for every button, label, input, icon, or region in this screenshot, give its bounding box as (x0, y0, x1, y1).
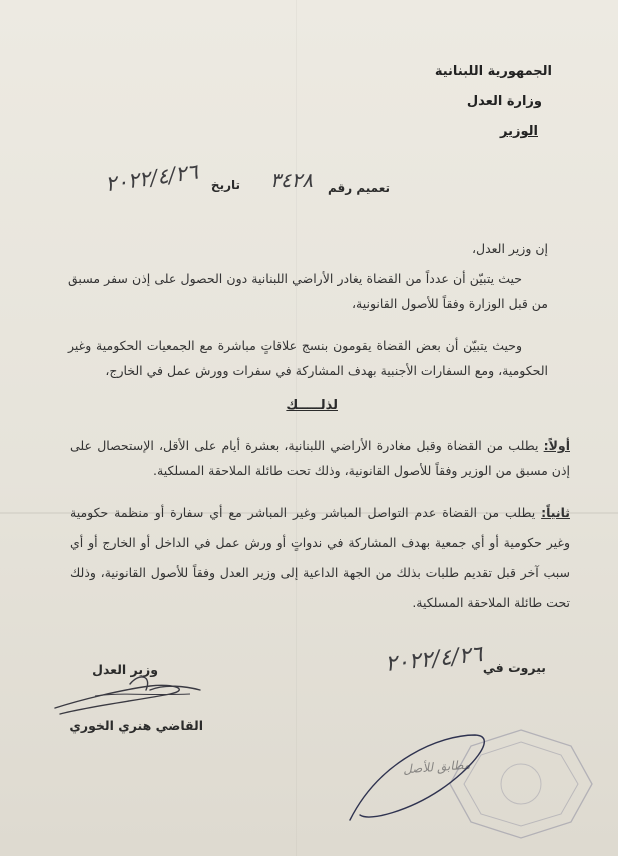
opening-line: إن وزير العدل، (471, 241, 548, 256)
signer-title: وزير العدل (92, 662, 158, 677)
article-second-label: ثانياً: (541, 505, 570, 520)
ministry-title: وزارة العدل (466, 94, 542, 109)
paragraph-2: وحيث يتبيّن أن بعض القضاة يقومون بنسج علاقاتٍ مباشرة مع الجمعيات الحكومية وغير الحكومية، ومع السفارات الأجنبية بهدف المشاركة في سفرات وورش عمل في الخارج، (68, 338, 548, 378)
circular-date-label: تاريخ (210, 178, 240, 192)
article-first-label: أولاً: (543, 438, 570, 453)
minister-title: الوزير (500, 124, 538, 139)
therefore-heading: لذلـــــك (286, 398, 338, 413)
article-second-text: يطلب من القضاة عدم التواصل المباشر وغير المباشر مع أي سفارة أو منظمة حكومية وغير حكومية أو أي جمعية بهدف المشاركة في ندواتٍ أو ورش عمل في الداخل أو الخارج أو أي سبب آخر قبل تقديم طلبات بذلك من الجهة الداعية إلى وزير العدل وفقاً للأصول القانونية، وذلك تحت طائلة الملاحقة المسلكية. (70, 505, 570, 610)
stamp-text: مطابق للأصل (402, 757, 471, 777)
circular-number: ٣٤٢٨ (270, 168, 313, 192)
place-date: ٢٠٢٢/٤/٢٦ (384, 641, 485, 678)
signer-name: القاضي هنري الخوري (69, 718, 203, 733)
circular-label: تعميم رقم (328, 181, 390, 195)
article-first-text: يطلب من القضاة وقبل مغادرة الأراضي اللبنانية، بعشرة أيام على الأقل، الإستحصال على إذن مسبق من الوزير وفقاً للأصول القانونية، وذلك تحت طائلة الملاحقة المسلكية. (70, 438, 570, 478)
republic-title: الجمهورية اللبنانية (434, 64, 552, 79)
circular-date: ٢٠٢٢/٤/٢٦ (103, 159, 200, 197)
place-label: بيروت في (482, 660, 546, 675)
paragraph-1: حيث يتبيّن أن عدداً من القضاة يغادر الأراضي اللبنانية دون الحصول على إذن سفر مسبق من قبل الوزارة وفقاً للأصول القانونية، (68, 271, 548, 311)
